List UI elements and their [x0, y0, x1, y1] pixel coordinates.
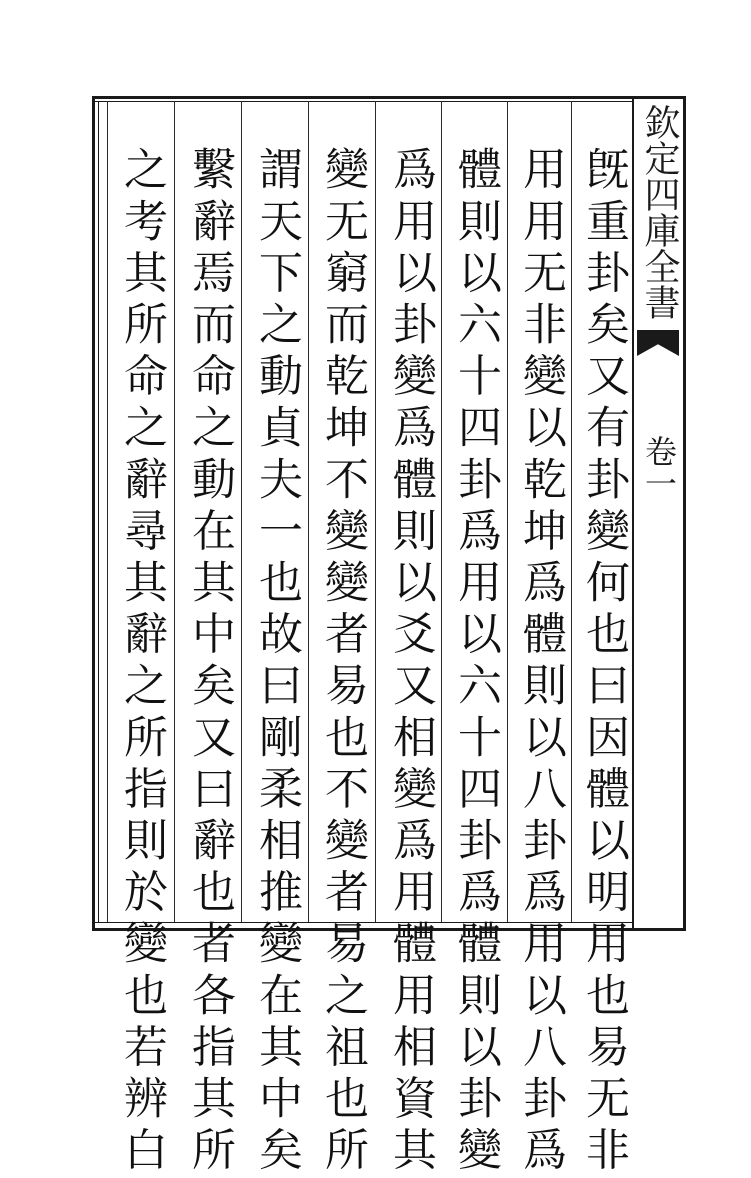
column-rule: [441, 101, 442, 922]
column-rule: [241, 101, 242, 922]
text-column-1: 旣重卦矣又有卦變何也曰因體以明用也易无非: [578, 146, 629, 1178]
frame-left-border: [92, 96, 95, 931]
fold-volume-label: 卷一: [640, 435, 678, 499]
frame-right-border: [683, 96, 686, 931]
column-rule: [571, 101, 572, 922]
column-rule: [308, 101, 309, 922]
text-column-3: 體則以六十四卦爲用以六十四卦爲體則以卦變: [450, 146, 501, 1178]
text-column-4: 爲用以卦變爲體則以爻又相變爲用體用相資其: [385, 146, 436, 1178]
text-column-6: 謂天下之動貞夫一也故曰剛柔相推變在其中矣: [251, 146, 302, 1178]
column-rule: [375, 101, 376, 922]
column-rule: [507, 101, 508, 922]
text-column-8: 之考其所命之辭尋其辭之所指則於變也若辨白: [116, 146, 167, 1178]
center-fold-line: [632, 99, 634, 928]
fold-title: 欽定四庫全書: [639, 104, 680, 320]
column-rule: [174, 101, 175, 922]
frame-left-inner-border: [98, 101, 99, 923]
column-rule: [107, 101, 108, 922]
frame-top-inner-border: [92, 101, 632, 102]
text-column-5: 變无窮而乾坤不變變者易也不變者易之祖也所: [317, 146, 368, 1178]
text-column-2: 用用无非變以乾坤爲體則以八卦爲用以八卦爲: [515, 146, 566, 1178]
text-column-7: 繫辭焉而命之動在其中矣又曰辭也者各指其所: [184, 146, 235, 1178]
fishtail-mark-icon: [637, 330, 679, 356]
frame-top-border: [92, 96, 686, 99]
